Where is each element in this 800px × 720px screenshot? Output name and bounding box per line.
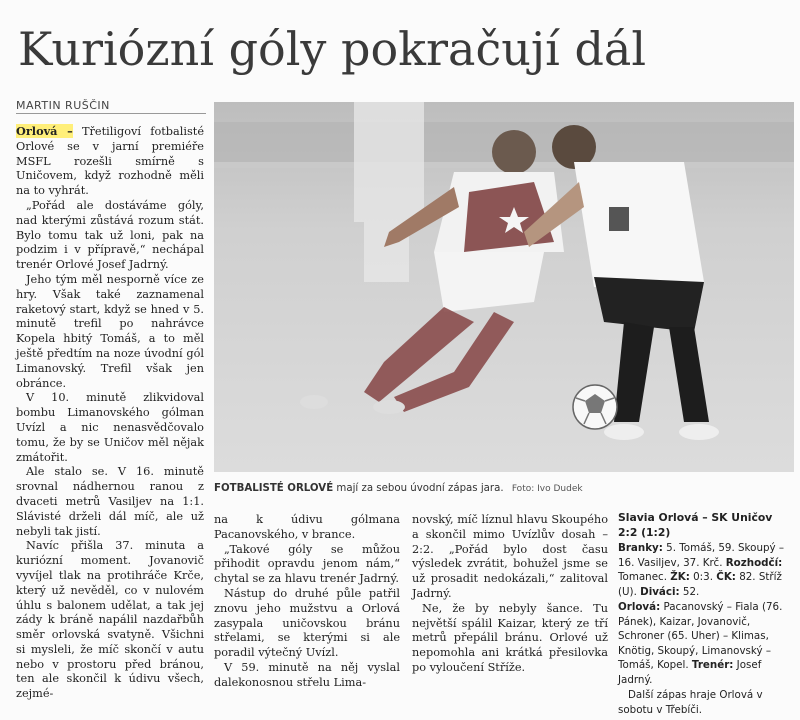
paragraph: Jeho tým měl nesporně více ze hry. Však také zaznamenal raketový start, když se hned v 5. minutě trefil po nahrávce Kopela hbitý Tomáš, a to měl ještě předtím na noze úvodní gól Limanovský. Trefil však jen obránce.	[16, 272, 204, 390]
paragraph: na k údivu gólmana Pacanovského, v brance.	[214, 513, 400, 541]
football-players-illustration	[214, 102, 794, 472]
headline: Kuriózní góly pokračují dál	[18, 22, 647, 76]
dateline: Orlová –	[16, 124, 73, 138]
paragraph: Navíc přišla 37. minuta a kuriózní moment. Jovanovič vyvíjel tlak na protihráče Krče, který už nevěděl, co v nulovém úhlu s balonem udělat, a tak jej zády k bráně napálil nazdařbůh směr orlovská svatyně. Všichni si mysleli, že míč skončí v autu nebo v prostoru před bránou, ten ale skončil k údivu všech, zejmé-	[16, 539, 204, 701]
paragraph: Nástup do druhé půle patřil znovu jeho mužstvu a Orlová zasypala uničovskou bránu střelami, se kterými si ale poradil výtečný Uvízl.	[214, 586, 400, 660]
paragraph: Ale stalo se. V 16. minutě srovnal nádhernou ranou z dvaceti metrů Vasiljev na 1:1. Slávisté drželi dál míč, ale už nebyli tak jistí.	[16, 465, 204, 538]
match-goals: Branky: 5. Tomáš, 59. Skoupý – 16. Vasiljev, 37. Krč. Rozhodčí: Tomanec. ŽK: 0:3. ČK: 82. Stříž (U). Diváci: 52.	[618, 542, 785, 598]
paragraph: V 59. minutě na něj vyslal dalekonosnou střelu Lima-	[214, 660, 400, 689]
match-lineup: Orlová: Pacanovský – Fiala (76. Pánek), Kaizar, Jovanovič, Schroner (65. Uher) – Klimas, Knötig, Skoupý, Limanovský – Tomáš, Kopel. Trenér: Josef Jadrný.	[618, 601, 783, 686]
paragraph: Ne, že by nebyly šance. Tu největší spálil Kaizar, který ze tří metrů přepálil bránu. Orlové už nepomohla ani krátká přesilovka po vyloučení Stříže.	[412, 601, 608, 674]
paragraph: V 10. minutě zlikvidoval bombu Limanovského gólman Uvízl a nic nenasvědčovalo tomu, že by se Uničov měl nějak zmátořit.	[16, 391, 204, 464]
paragraph: novský, míč líznul hlavu Skoupého a skončil mimo Uvízlův dosah – 2:2. „Pořád bylo dost času výsledek zvrátit, bohužel jsme se už prosadit nedokázali,“ zalitoval Jadrný.	[412, 513, 608, 600]
photo-credit: Foto: Ivo Dudek	[511, 484, 583, 494]
paragraph: „Takové góly se můžou přihodit opravdu jenom nám,“ chytal se za hlavu trenér Jadrný.	[214, 542, 400, 586]
paragraph: „Pořád ale dostáváme góly, nad kterými zůstává rozum stát. Bylo tomu tak už loni, pak na podzim i v přípravě,“ nechápal trenér Orlové Josef Jadrný.	[16, 198, 204, 272]
paragraph-text: Třetiligoví fotbalisté Orlové se v jarní premiéře MSFL rozešli smírně s Uničovem, když rozhodně měli na to vyhrát.	[16, 125, 205, 198]
byline-rule	[16, 113, 206, 114]
next-match: Další zápas hraje Orlová v sobotu v Třebíči.	[618, 689, 763, 716]
paragraph	[16, 124, 204, 199]
match-info-box	[618, 511, 792, 718]
byline: MARTIN RUŠČIN	[16, 99, 110, 112]
caption-bold: FOTBALISTÉ ORLOVÉ	[214, 483, 334, 494]
photo-caption	[214, 483, 583, 494]
match-result-title: Slavia Orlová – SK Uničov 2:2 (1:2)	[618, 511, 773, 539]
article-column-1	[16, 124, 204, 702]
caption-text: mají za sebou úvodní zápas jara.	[336, 483, 504, 494]
article-column-3	[412, 513, 608, 676]
article-column-2	[214, 513, 400, 691]
match-photo	[214, 102, 794, 472]
